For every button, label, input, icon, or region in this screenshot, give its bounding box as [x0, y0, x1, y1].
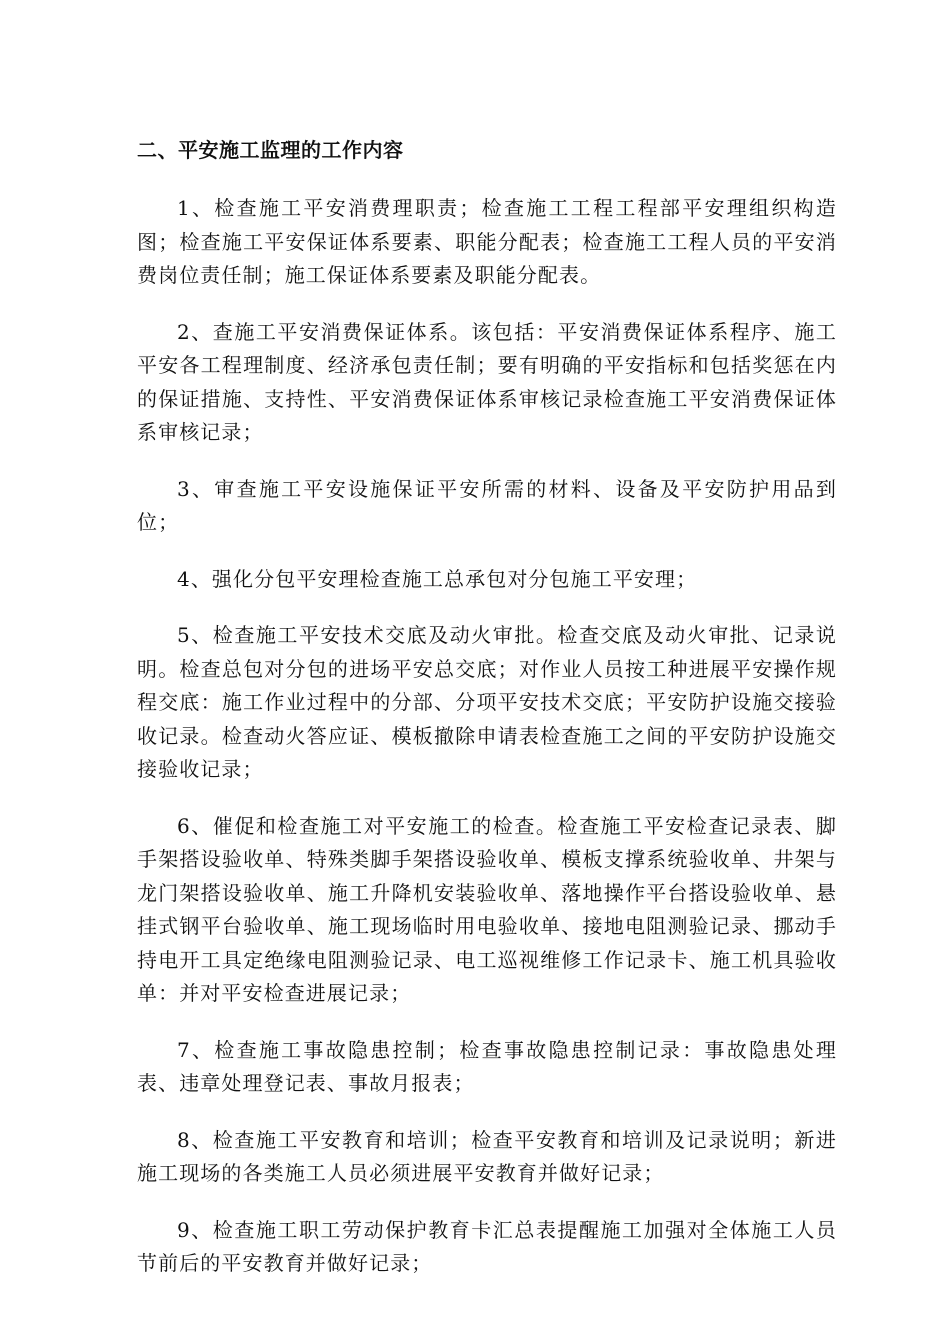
- paragraph-6: 6、催促和检查施工对平安施工的检查。检查施工平安检查记录表、脚手架搭设验收单、特殊类脚手架搭设验收单、模板支撑系统验收单、井架与龙门架搭设验收单、施工升降机安装验收单、落地操作平台搭设验收单、悬挂式钢平台验收单、施工现场临时用电验收单、接地电阻测验记录、挪动手持电开工具定绝缘电阻测验记录、电工巡视维修工作记录卡、施工机具验收单：并对平安检查进展记录；: [137, 813, 837, 1005]
- paragraph-8: 8、检查施工平安教育和培训；检查平安教育和培训及记录说明；新进施工现场的各类施工人员必须进展平安教育并做好记录；: [137, 1127, 837, 1185]
- document-body: [137, 133, 837, 1304]
- paragraph-2: 2、查施工平安消费保证体系。该包括：平安消费保证体系程序、施工平安各工程理制度、经济承包责任制；要有明确的平安指标和包括奖惩在内的保证措施、支持性、平安消费保证体系审核记录检查施工平安消费保证体系审核记录；: [137, 319, 837, 444]
- paragraph-7: 7、检查施工事故隐患控制；检查事故隐患控制记录：事故隐患处理表、违章处理登记表、事故月报表；: [137, 1037, 837, 1095]
- section-title: 二、平安施工监理的工作内容: [137, 138, 404, 162]
- paragraph-9: 9、检查施工职工劳动保护教育卡汇总表提醒施工加强对全体施工人员节前后的平安教育并做好记录；: [137, 1217, 837, 1275]
- paragraph-1: 1、检查施工平安消费理职责；检查施工工程工程部平安理组织构造图；检查施工平安保证体系要素、职能分配表；检查施工工程人员的平安消费岗位责任制；施工保证体系要素及职能分配表。: [137, 196, 837, 287]
- paragraph-4: 4、强化分包平安理检查施工总承包对分包施工平安理；: [177, 566, 698, 591]
- paragraph-3: 3、审查施工平安设施保证平安所需的材料、设备及平安防护用品到位；: [137, 476, 837, 534]
- paragraph-5: 5、检查施工平安技术交底及动火审批。检查交底及动火审批、记录说明。检查总包对分包的进场平安总交底；对作业人员按工种进展平安操作规程交底：施工作业过程中的分部、分项平安技术交底；平安防护设施交接验收记录。检查动火答应证、模板撤除申请表检查施工之间的平安防护设施交接验收记录；: [137, 623, 837, 781]
